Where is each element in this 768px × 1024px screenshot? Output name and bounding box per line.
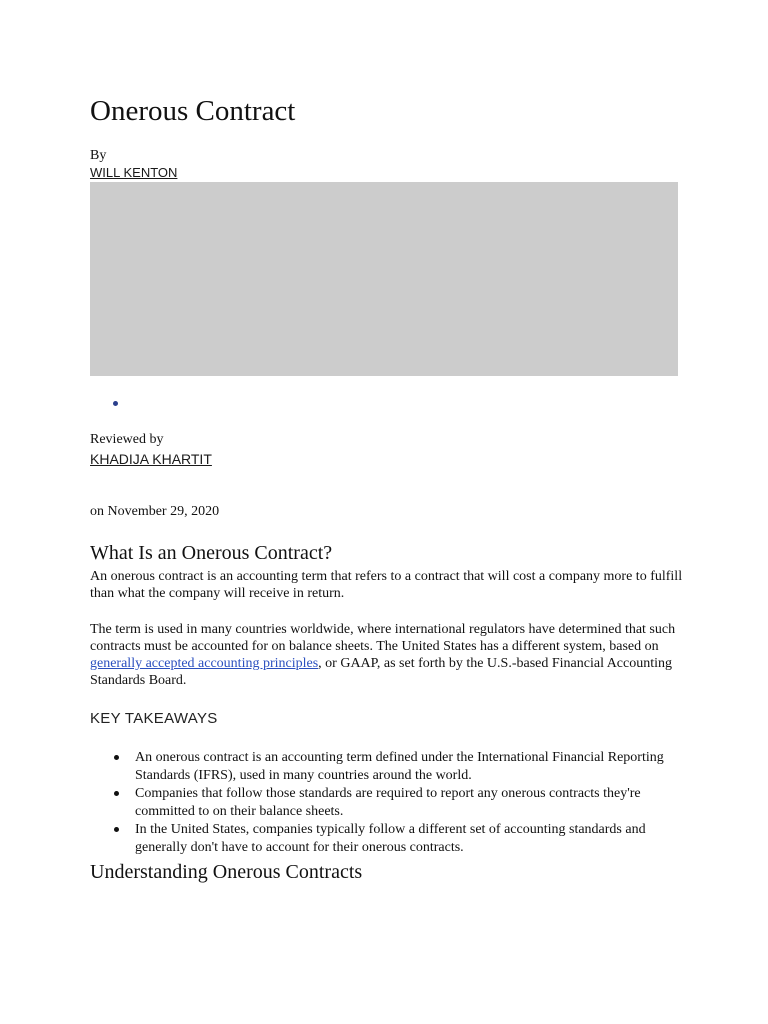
- carousel-dot-icon[interactable]: [113, 401, 118, 406]
- takeaway-text: Companies that follow those standards are required to report any onerous contracts they're committed to on their balance sheets.: [135, 786, 641, 819]
- review-date: on November 29, 2020: [90, 504, 220, 519]
- key-takeaways-heading: KEY TAKEAWAYS: [90, 710, 218, 727]
- key-takeaways-list: [90, 749, 690, 857]
- gaap-link[interactable]: generally accepted accounting principles: [90, 656, 319, 671]
- page-title: Onerous Contract: [90, 95, 296, 127]
- section-heading-what: What Is an Onerous Contract?: [90, 542, 333, 564]
- list-item: [90, 821, 690, 857]
- bullet-icon: [114, 755, 119, 760]
- paragraph-gaap-text-start: The term is used in many countries worldwide, where international regulators have determined that such contracts must be accounted for on balance sheets. The United States has a different system, based on: [90, 622, 676, 654]
- takeaway-text: In the United States, companies typically follow a different set of accounting standards and generally don't have to account for their onerous contracts.: [135, 822, 646, 855]
- paragraph-definition: An onerous contract is an accounting term that refers to a contract that will cost a company more to fulfill than what the company will receive in return.: [90, 569, 683, 601]
- bullet-icon: [114, 827, 119, 832]
- list-item: [90, 785, 690, 821]
- paragraph-gaap: [90, 621, 690, 689]
- list-item: [90, 749, 690, 785]
- paragraph-gaap-text-end: , or GAAP, as set forth by the U.S.-based Financial Accounting Standards Board.: [90, 656, 673, 688]
- section-heading-understanding: Understanding Onerous Contracts: [90, 861, 363, 883]
- takeaway-text: An onerous contract is an accounting term defined under the International Financial Reporting Standards (IFRS), used in many countries around the world.: [135, 750, 664, 783]
- byline-label: By: [90, 148, 107, 163]
- reviewed-by-label: Reviewed by: [90, 432, 164, 447]
- reviewer-link[interactable]: KHADIJA KHARTIT: [90, 451, 212, 467]
- author-link[interactable]: WILL KENTON: [90, 165, 178, 180]
- hero-image-placeholder: [90, 182, 678, 376]
- bullet-icon: [114, 791, 119, 796]
